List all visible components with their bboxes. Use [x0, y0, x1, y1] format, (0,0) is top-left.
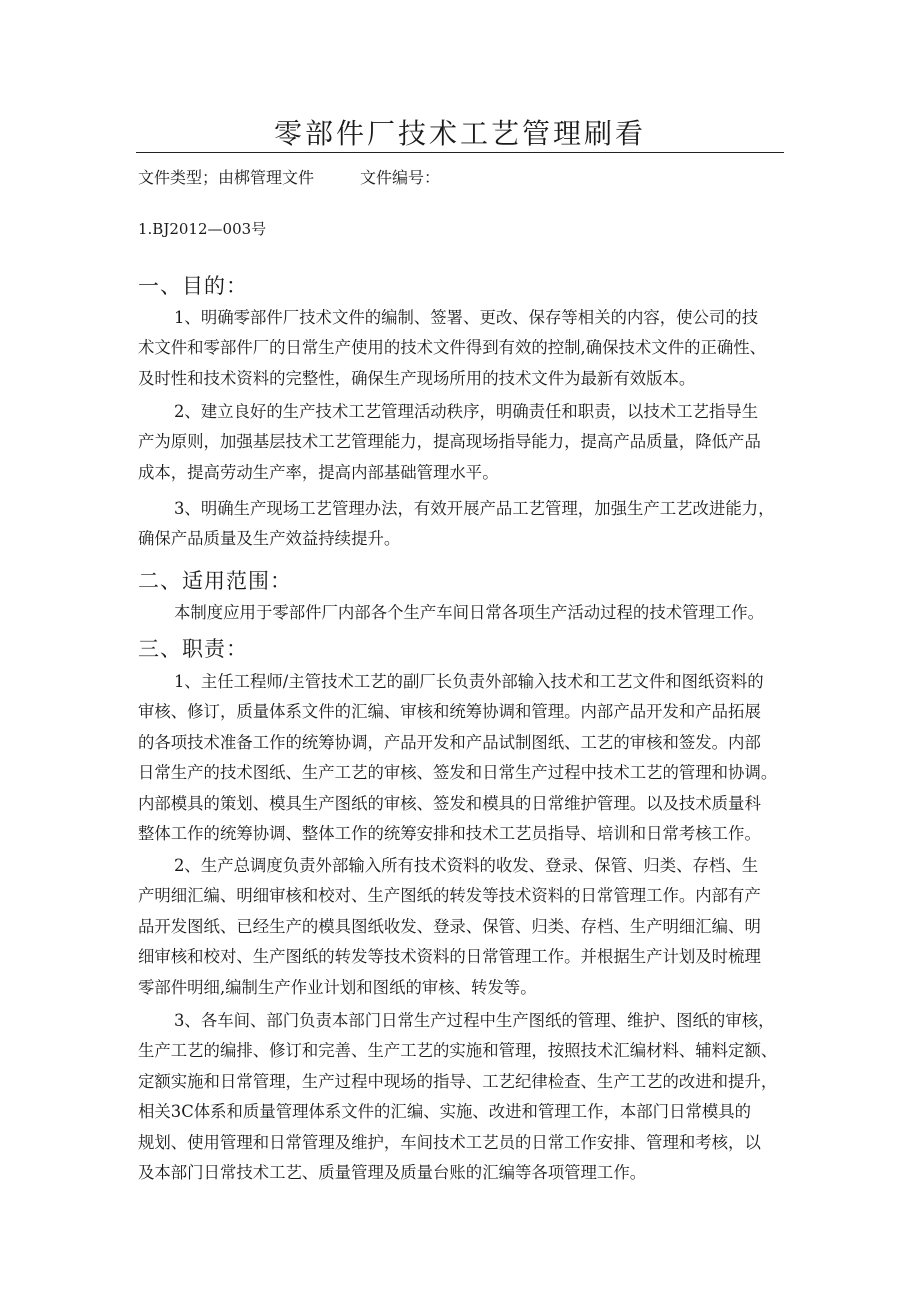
- text-line: 3、各车间、部门负责本部门日常生产过程中生产图纸的管理、维护、图纸的审核，: [174, 1011, 775, 1030]
- paragraph: [138, 1006, 788, 1188]
- text-line: 审核、修订，质量体系文件的汇编、审核和统筹协调和管理。内部产品开发和产品拓展: [138, 702, 761, 722]
- paragraph: [138, 303, 788, 394]
- document-number-label: 文件编号：: [360, 168, 441, 187]
- text-line: 日常生产的技术图纸、生产工艺的审核、签发和日常生产过程中技术工艺的管理和协调。: [138, 763, 778, 783]
- text-line: 确保产品质量及生产效益持续提升。: [138, 529, 401, 549]
- text-line: 本制度应用于零部件厂内部各个生产车间日常各项生产活动过程的技术管理工作。: [174, 603, 765, 622]
- text-line: 及时性和技术资料的完整性，确保生产现场所用的技术文件为最新有效版本。: [138, 368, 696, 388]
- document-type: 文件类型；由梆管理文件: [138, 168, 315, 187]
- text-line: 产为原则，加强基层技术工艺管理能力，提高现场指导能力，提高产品质量，降低产品: [138, 432, 761, 452]
- paragraph: [138, 494, 788, 555]
- text-line: 品开发图纸、已经生产的模具图纸收发、登录、保管、归类、存档、生产明细汇编、明: [138, 916, 761, 936]
- text-line: 3、明确生产现场工艺管理办法，有效开展产品工艺管理，加强生产工艺改进能力，: [174, 499, 775, 518]
- text-line: 产明细汇编、明细审核和校对、生产图纸的转发等技术资料的日常管理工作。内部有产: [138, 886, 761, 906]
- document-title: 零部件厂技术工艺管理刷看: [273, 117, 646, 150]
- paragraph: [138, 667, 788, 849]
- text-line: 生产工艺的编排、修订和完善、生产工艺的实施和管理，按照技术汇编材料、辅料定额、: [138, 1041, 778, 1061]
- text-line: 内部模具的策划、模具生产图纸的审核、签发和模具的日常维护管理。以及技术质量科: [138, 793, 761, 813]
- paragraph: [138, 598, 788, 628]
- paragraph: [138, 397, 788, 488]
- text-line: 成本，提高劳动生产率，提高内部基础管理水平。: [138, 462, 499, 482]
- text-line: 相关3C体系和质量管理体系文件的汇编、实施、改进和管理工作，本部门日常模具的: [138, 1102, 752, 1122]
- text-line: 2、生产总调度负责外部输入所有技术资料的收发、登录、保管、归类、存档、生: [174, 856, 759, 875]
- text-line: 1、明确零部件厂技术文件的编制、签署、更改、保存等相关的内容，使公司的技: [174, 308, 759, 327]
- text-line: 细审核和校对、生产图纸的转发等技术资料的日常管理工作。并根据生产计划及时梳理: [138, 947, 761, 967]
- section-heading-purpose: 一、目的：: [138, 274, 248, 298]
- text-line: 术文件和零部件厂的日常生产使用的技术文件得到有效的控制,确保技术文件的正确性、: [138, 338, 767, 358]
- text-line: 的各项技术准备工作的统筹协调，产品开发和产品试制图纸、工艺的审核和签发。内部: [138, 732, 761, 752]
- text-line: 2、建立良好的生产技术工艺管理活动秩序，明确责任和职责，以技术工艺指导生: [174, 402, 759, 421]
- text-line: 零部件明细,编制生产作业计划和图纸的审核、转发等。: [138, 977, 537, 997]
- text-line: 规划、使用管理和日常管理及维护，车间技术工艺员的日常工作安排、管理和考核，以: [138, 1132, 761, 1152]
- document-number: 1.BJ2012—003号: [138, 220, 267, 238]
- text-line: 及本部门日常技术工艺、质量管理及质量台账的汇编等各项管理工作。: [138, 1163, 647, 1183]
- section-heading-scope: 二、适用范围：: [138, 569, 292, 593]
- title-divider: [136, 152, 784, 153]
- text-line: 整体工作的统筹协调、整体工作的统筹安排和技术工艺员指导、培训和日常考核工作。: [138, 824, 761, 844]
- paragraph: [138, 851, 788, 1003]
- text-line: 1、主任工程师/主管技术工艺的副厂长负责外部输入技术和工艺文件和图纸资料的: [174, 672, 764, 691]
- section-heading-duties: 三、职责：: [138, 637, 248, 661]
- text-line: 定额实施和日常管理，生产过程中现场的指导、工艺纪律检查、生产工艺的改进和提升，: [138, 1071, 778, 1091]
